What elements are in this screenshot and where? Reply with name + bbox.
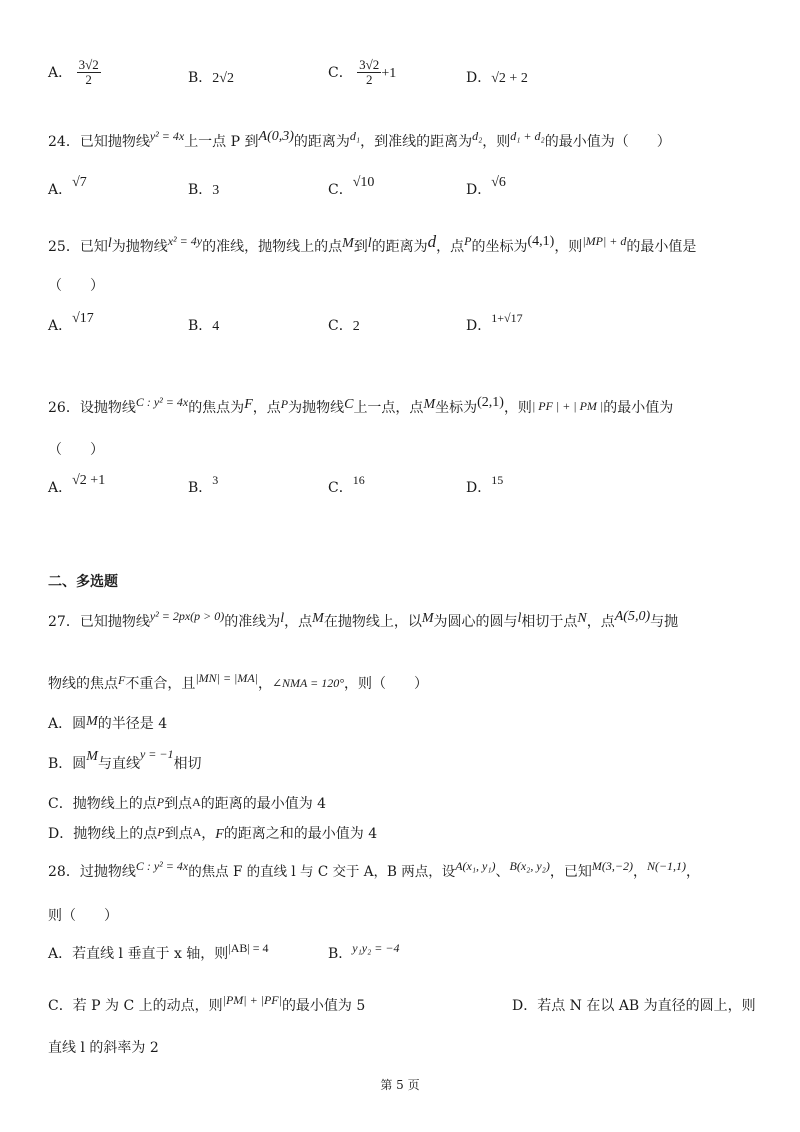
q27-t3: ，点	[284, 614, 313, 630]
q24-m1: y² = 4x	[149, 129, 185, 143]
q28-a-m: |AB| = 4	[228, 941, 269, 955]
q26-option-b-value: 3	[212, 473, 219, 487]
q25-t2: 为抛物线	[111, 239, 168, 255]
q23-option-d	[466, 70, 528, 88]
q26-answer-paren: （ ）	[48, 442, 104, 458]
q25-m6: P	[464, 234, 472, 248]
q27-t6: 相切于点	[521, 614, 578, 630]
q26-m6: (2,1)	[477, 395, 504, 410]
q26-m4: C	[344, 397, 354, 412]
q28-option-b	[328, 941, 400, 963]
q24-t1: 24．已知抛物线	[48, 134, 150, 150]
q25-t9: 的最小值是	[626, 239, 697, 255]
q25-m5: d	[427, 232, 437, 251]
q28-b-t1: B．	[328, 946, 353, 962]
q26-t5: 上一点，点	[353, 400, 424, 416]
q27-l2-t2: 不重合，且	[125, 676, 196, 692]
q25-t3: 的准线，抛物线上的点	[202, 239, 343, 255]
q23-option-a-label: A．	[48, 64, 73, 81]
q26-option-a-value: √2 +1	[72, 473, 106, 488]
q27-c-t3: 的距离的最小值为 4	[200, 796, 327, 812]
q26-stem	[48, 395, 674, 418]
q27-option-a	[48, 716, 167, 734]
q26-option-c-value: 16	[352, 473, 365, 487]
q27-m5: l	[517, 611, 522, 626]
q23-option-b	[188, 70, 234, 88]
q27-d-t2: 到点	[164, 826, 193, 842]
q24-option-d: D．√6	[466, 175, 506, 198]
q28-m1: C : y² = 4x	[135, 859, 189, 873]
q25-m4: l	[367, 236, 372, 251]
q27-t2: 的准线为	[224, 614, 281, 630]
q28-t3: 、	[495, 864, 510, 880]
q23-option-a	[48, 58, 101, 88]
q25-t6: ，点	[436, 239, 465, 255]
q28-d-t1: D．若点 N 在以 AB 为直径的圆上，则	[512, 998, 756, 1014]
q27-m3: M	[312, 611, 324, 626]
q26-t4: 为抛物线	[288, 400, 345, 416]
q27-option-d	[48, 826, 377, 844]
q27-t5: 为圆心的圆与	[433, 614, 518, 630]
q25-option-b-value: 4	[212, 319, 220, 334]
q27-option-c	[48, 796, 326, 813]
q28-t5: ，	[632, 864, 647, 880]
q28-option-d	[512, 998, 756, 1015]
q24-stem	[48, 129, 671, 152]
q25-t4: 到	[353, 239, 368, 255]
q27-c-m2: A	[192, 795, 201, 809]
q23-option-c	[328, 58, 396, 88]
q25-stem	[48, 232, 697, 257]
q23-option-d-value: √2 + 2	[491, 71, 528, 86]
q25-m2: x² = 4y	[167, 234, 203, 248]
q28-m5: N(−1,1)	[646, 859, 687, 873]
q25-option-d: D．1+√17	[466, 311, 523, 334]
q24-option-a-value: √7	[72, 175, 87, 190]
q24-t6: 的最小值为（ ）	[544, 134, 671, 150]
q23-a-den: 2	[85, 72, 92, 88]
q26-option-d-value: 15	[491, 473, 504, 487]
q25-answer-paren: （ ）	[48, 278, 104, 294]
q25-t5: 的距离为	[371, 239, 428, 255]
q28-c-t1: C．若 P 为 C 上的动点，则	[48, 998, 223, 1014]
q24-m3: d₁	[349, 129, 361, 143]
q25-option-a-value: √17	[72, 311, 94, 326]
q27-c-m1: P	[156, 795, 165, 809]
q25-option-c: C．2	[328, 318, 360, 334]
q26-m7: | PF | + | PM |	[531, 399, 604, 413]
q24-option-b: B．3	[188, 182, 220, 198]
q28-m4: M(3,−2)	[591, 859, 633, 873]
q27-c-t2: 到点	[164, 796, 193, 812]
q24-option-c-value: √10	[352, 175, 375, 190]
q27-t7: ，点	[586, 614, 615, 630]
q28-option-d-line2: 直线 l 的斜率为 2	[48, 1040, 159, 1056]
q27-b-m2: y = −1	[139, 747, 174, 761]
q27-d-m3: F	[215, 827, 224, 842]
q27-d-t1: D．抛物线上的点	[48, 826, 158, 842]
q24-t3: 的距离为	[293, 134, 350, 150]
q27-a-t1: A．圆	[48, 716, 87, 732]
q28-b-m: y₁y₂ = −4	[352, 941, 400, 955]
q23-option-b-label: B．	[188, 70, 213, 86]
q25-m3: M	[342, 236, 354, 251]
q24-option-c: C．√10	[328, 175, 375, 198]
q28-m3: B(x₂, y₂)	[509, 859, 550, 873]
q27-b-m1: M	[86, 749, 98, 764]
q26-t6: 坐标为	[435, 400, 478, 416]
q27-m6: N	[577, 611, 587, 626]
q23-option-c-fraction	[357, 58, 381, 88]
q26-option-a: A．√2 +1	[48, 473, 106, 496]
q27-l2-m2: |MN| = |MA|	[195, 671, 258, 685]
q26-t8: 的最小值为	[603, 400, 674, 416]
q28-option-a	[48, 941, 269, 963]
q27-d-m1: P	[157, 825, 165, 839]
q27-option-b	[48, 747, 202, 774]
q26-t2: 的焦点为	[188, 400, 245, 416]
q27-d-m2: A	[192, 825, 202, 839]
q28-t1: 28．过抛物线	[48, 864, 136, 880]
q27-l2-m3: ∠NMA = 120°	[271, 676, 345, 690]
q26-t7: ，则	[503, 400, 532, 416]
q24-m2: A(0,3)	[258, 129, 294, 144]
q25-option-b: B．4	[188, 318, 220, 334]
q27-t8: 与抛	[650, 614, 679, 630]
q25-m1: l	[107, 236, 112, 251]
q23-c-tail: +1	[381, 65, 397, 81]
q25-m7: (4,1)	[527, 234, 555, 249]
q25-t8: ，则	[554, 239, 583, 255]
q26-m1: C : y² = 4x	[135, 395, 189, 409]
q25-option-c-value: 2	[352, 319, 360, 334]
q26-m2: F	[244, 397, 253, 412]
q24-t2: 上一点 P 到	[184, 134, 259, 150]
q27-c-t1: C．抛物线上的点	[48, 796, 157, 812]
q28-c-m: |PM| + |PF|	[222, 993, 282, 1007]
q28-t2: 的焦点 F 的直线 l 与 C 交于 A，B 两点，设	[188, 864, 456, 880]
q26-m3: P	[280, 397, 289, 411]
q27-l2-t3: ，	[257, 676, 272, 692]
q28-stem-line2: 则（ ）	[48, 908, 118, 924]
q23-option-d-label: D．	[466, 70, 492, 86]
q23-option-a-fraction	[77, 58, 101, 88]
q27-b-t3: 相切	[173, 756, 202, 772]
q28-m2: A(x₁, y₁)	[455, 859, 496, 873]
q27-a-t2: 的半径是 4	[97, 716, 168, 732]
q23-c-num: 3√2	[359, 57, 380, 72]
q27-m7: A(5,0)	[614, 609, 651, 624]
q24-option-b-value: 3	[212, 183, 220, 198]
q25-m8: |MP| + d	[582, 234, 627, 248]
section-title-multiple-choice: 二、多选题	[48, 574, 118, 590]
q25-t7: 的坐标为	[471, 239, 528, 255]
q25-option-a: A．√17	[48, 311, 94, 334]
q24-m4: d₂	[472, 129, 483, 143]
q27-b-t1: B．圆	[48, 756, 87, 772]
q27-m4: M	[421, 611, 434, 626]
q24-option-a: A．√7	[48, 175, 87, 198]
q28-t4: ，已知	[549, 864, 592, 880]
q28-option-c	[48, 993, 366, 1015]
q28-stem-line1	[48, 859, 701, 881]
q27-l2-t4: ，则（ ）	[344, 676, 429, 692]
q27-l2-m1: F	[118, 673, 126, 687]
q26-option-d: D．15	[466, 473, 504, 496]
q24-option-d-value: √6	[491, 175, 506, 190]
q27-d-t4: 的距离之和的最小值为 4	[223, 826, 378, 842]
q26-option-b: B．3	[188, 473, 219, 496]
q27-b-t2: 与直线	[97, 756, 140, 772]
q24-m5: d₁ + d₂	[510, 129, 545, 143]
q23-a-num: 3√2	[78, 57, 99, 72]
q27-a-m: M	[86, 714, 98, 729]
q27-m2: l	[280, 611, 285, 626]
q26-t3: ，点	[252, 400, 281, 416]
q27-m1: y² = 2px(p > 0)	[149, 609, 225, 623]
q25-t1: 25．已知	[48, 239, 108, 255]
q24-t5: ，则	[482, 134, 511, 150]
q23-option-b-value: 2√2	[212, 71, 234, 86]
q27-d-t3: ，	[201, 826, 216, 842]
q27-t4: 在抛物线上，以	[323, 614, 422, 630]
q26-m5: M	[423, 397, 436, 412]
q23-option-c-label: C．	[328, 64, 353, 81]
q24-t4: ，到准线的距离为	[360, 134, 473, 150]
q27-l2-t1: 物线的焦点	[48, 676, 118, 692]
q27-t1: 27．已知抛物线	[48, 614, 150, 630]
q27-stem-line2	[48, 671, 429, 693]
q27-stem-line1	[48, 609, 679, 632]
q23-c-den: 2	[365, 72, 373, 88]
page-number: 第 5 页	[380, 1078, 420, 1092]
q28-c-t2: 的最小值为 5	[281, 998, 366, 1014]
q26-t1: 26．设抛物线	[48, 400, 136, 416]
q28-t6: ，	[686, 864, 701, 880]
q28-a-t1: A．若直线 l 垂直于 x 轴，则	[48, 946, 229, 962]
q26-option-c: C．16	[328, 473, 365, 496]
q25-option-d-value: 1+√17	[491, 311, 523, 325]
